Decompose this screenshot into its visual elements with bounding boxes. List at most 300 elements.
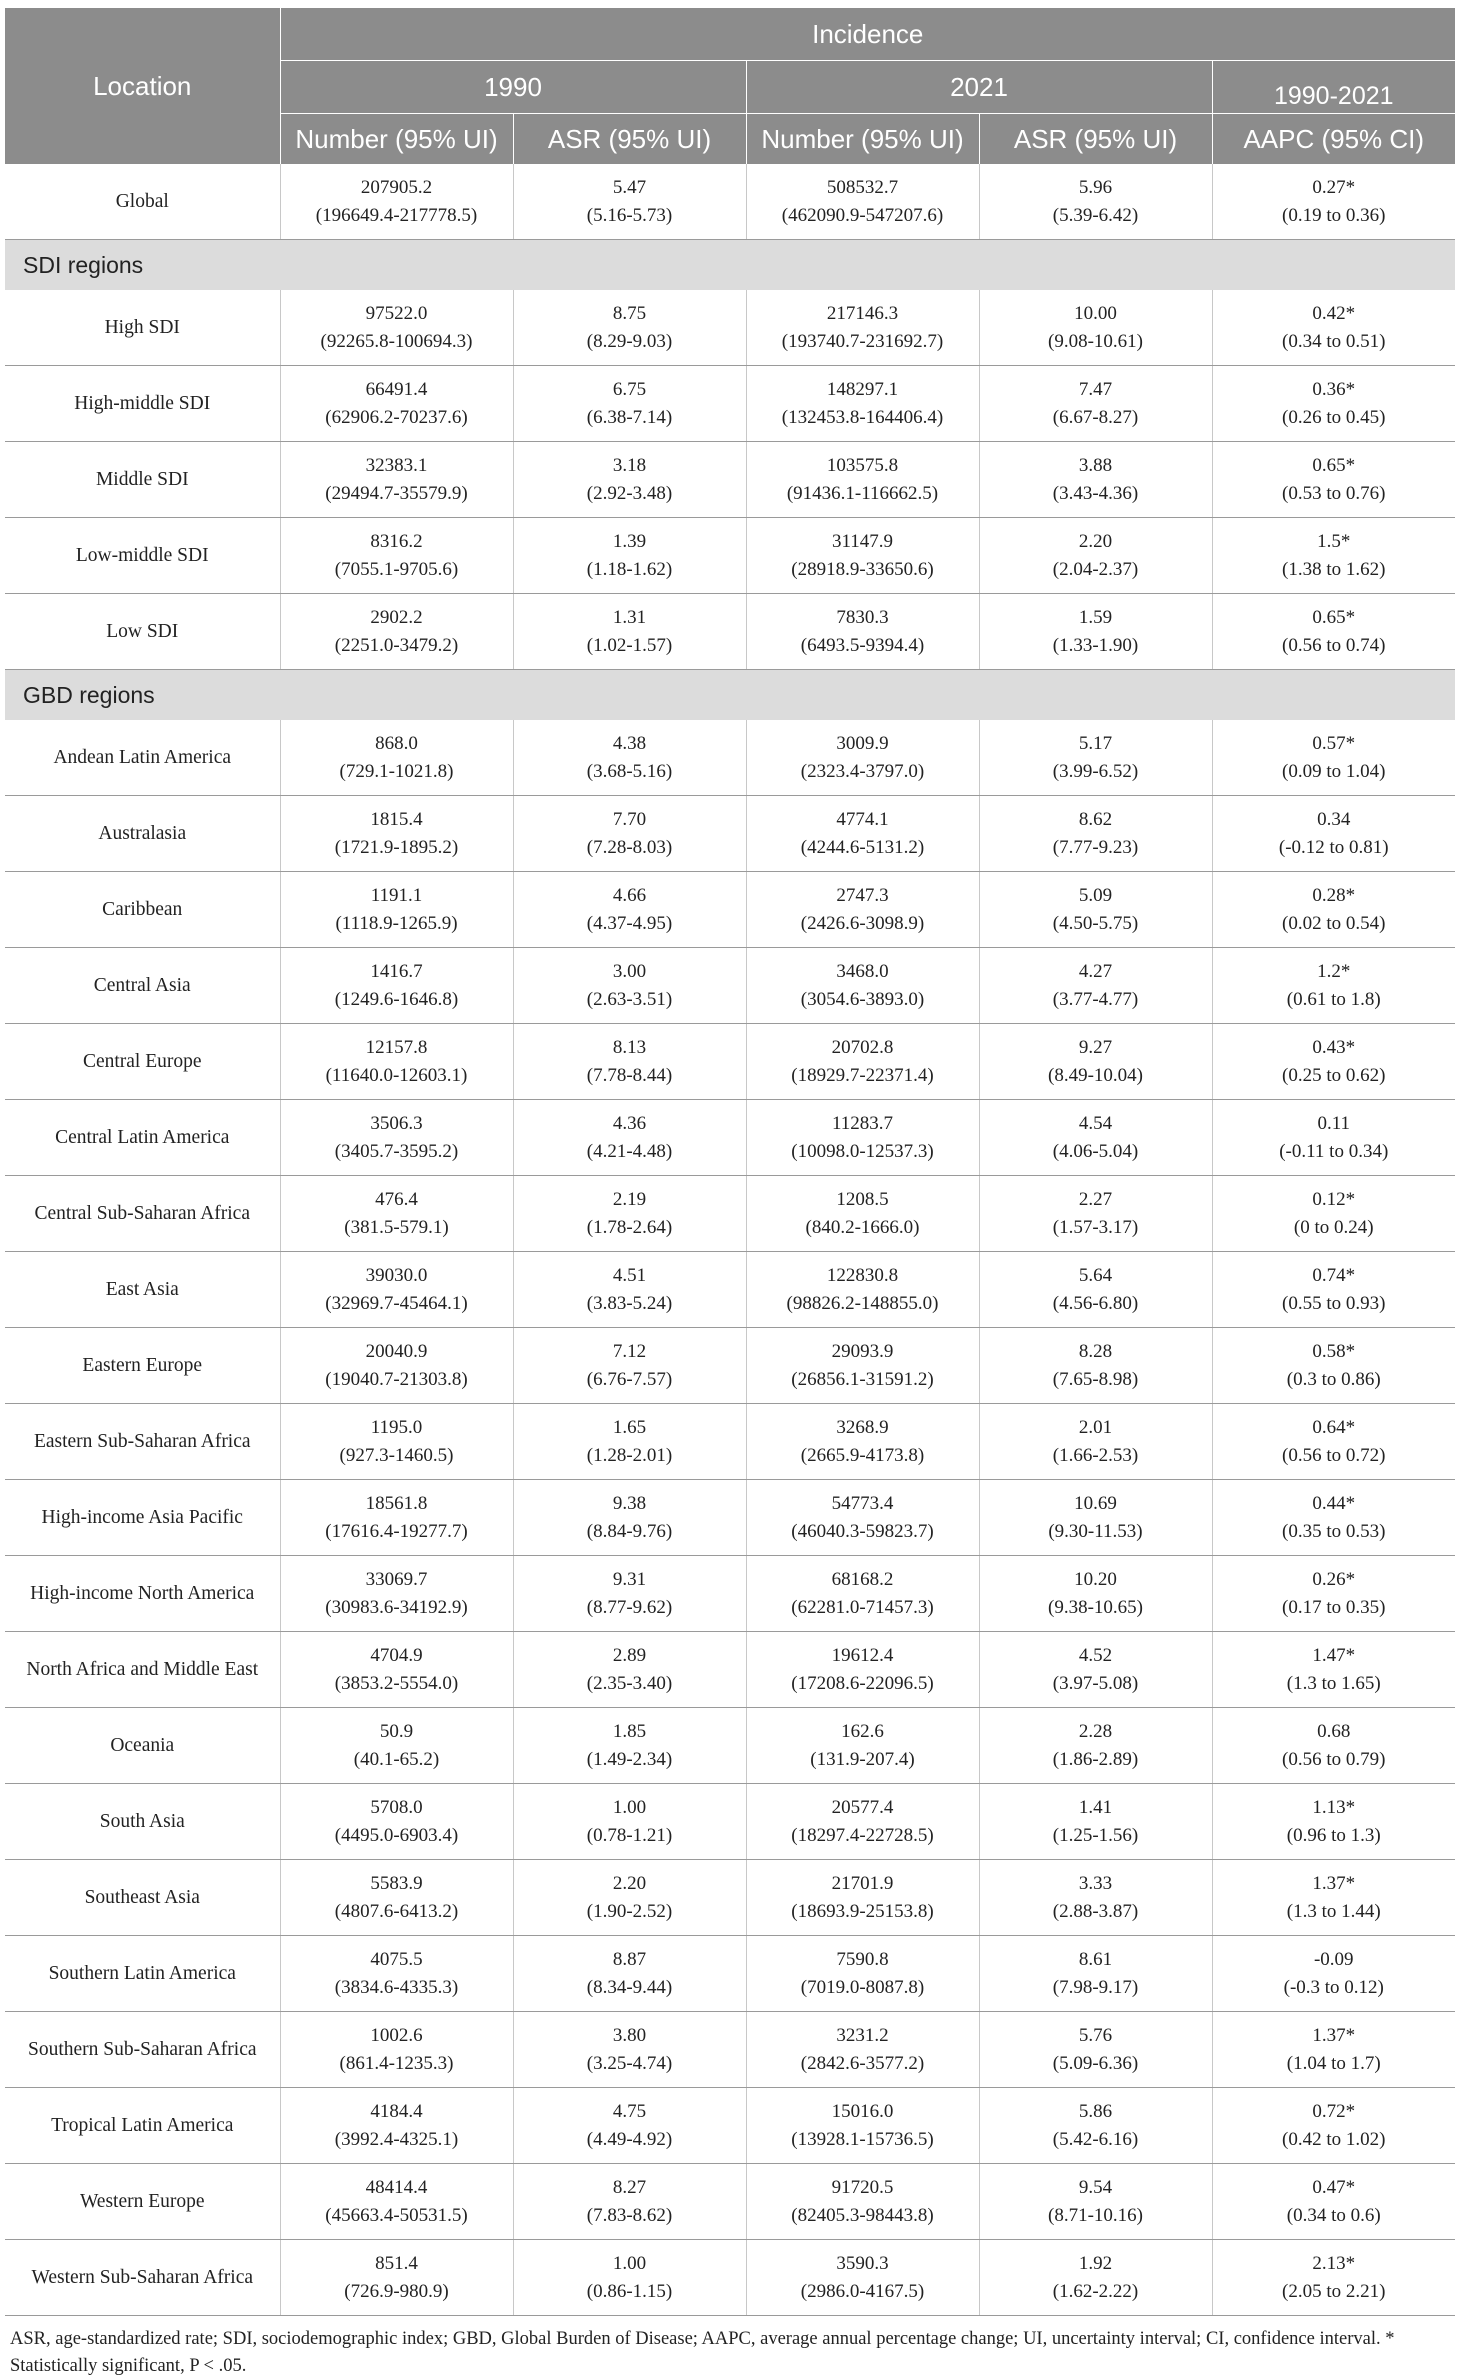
cell-interval: (17616.4-19277.7) bbox=[325, 1520, 468, 1542]
asr-1990-cell bbox=[513, 2012, 746, 2088]
number-2021-cell bbox=[746, 1784, 979, 1860]
asr-1990-cell bbox=[513, 164, 746, 240]
asr-2021-header: ASR (95% UI) bbox=[979, 114, 1212, 165]
table-row bbox=[5, 1784, 1455, 1860]
aapc-cell bbox=[1212, 1480, 1455, 1556]
cell-value: 2.28 bbox=[1078, 1720, 1113, 1742]
cell-value: 3.80 bbox=[612, 2024, 647, 2046]
table-row bbox=[5, 594, 1455, 670]
number-1990-cell bbox=[280, 1708, 513, 1784]
cell-value: 5583.9 bbox=[370, 1872, 423, 1894]
asr-1990-cell bbox=[513, 948, 746, 1024]
cell-interval: (1.49-2.34) bbox=[586, 1748, 673, 1770]
cell-interval: (2.88-3.87) bbox=[1052, 1900, 1139, 1922]
asr-2021-cell bbox=[979, 796, 1212, 872]
number-1990-cell bbox=[280, 1404, 513, 1480]
table-row bbox=[5, 1936, 1455, 2012]
cell-interval: (-0.11 to 0.34) bbox=[1279, 1140, 1389, 1162]
cell-interval: (0.26 to 0.45) bbox=[1282, 406, 1386, 428]
cell-interval: (729.1-1021.8) bbox=[339, 760, 454, 782]
asr-2021-cell bbox=[979, 594, 1212, 670]
cell-interval: (0.34 to 0.51) bbox=[1282, 330, 1386, 352]
cell-value: 0.65* bbox=[1312, 454, 1356, 476]
number-1990-cell bbox=[280, 1480, 513, 1556]
cell-value: 10.20 bbox=[1074, 1568, 1117, 1590]
cell-value: 2.20 bbox=[1078, 530, 1113, 552]
aapc-cell bbox=[1212, 720, 1455, 796]
location-cell: Australasia bbox=[5, 796, 280, 872]
table-row bbox=[5, 872, 1455, 948]
cell-interval: (132453.8-164406.4) bbox=[781, 406, 944, 428]
number-2021-cell bbox=[746, 1252, 979, 1328]
cell-value: 1.37* bbox=[1312, 1872, 1356, 1894]
cell-value: 91720.5 bbox=[831, 2176, 894, 2198]
aapc-cell bbox=[1212, 948, 1455, 1024]
table-row bbox=[5, 720, 1455, 796]
cell-value: 0.57* bbox=[1312, 732, 1356, 754]
number-2021-cell bbox=[746, 290, 979, 366]
cell-interval: (46040.3-59823.7) bbox=[791, 1520, 934, 1542]
asr-1990-cell bbox=[513, 1936, 746, 2012]
cell-value: 4.38 bbox=[612, 732, 647, 754]
location-cell: Global bbox=[5, 164, 280, 240]
cell-interval: (1.66-2.53) bbox=[1052, 1444, 1139, 1466]
table-row bbox=[5, 290, 1455, 366]
cell-value: 0.11 bbox=[1317, 1112, 1351, 1134]
number-2021-cell bbox=[746, 518, 979, 594]
number-1990-cell bbox=[280, 1252, 513, 1328]
cell-value: 32383.1 bbox=[365, 454, 428, 476]
asr-1990-cell bbox=[513, 1176, 746, 1252]
cell-interval: (4.21-4.48) bbox=[586, 1140, 673, 1162]
asr-1990-cell bbox=[513, 1404, 746, 1480]
cell-value: 1.47* bbox=[1312, 1644, 1356, 1666]
cell-value: 0.74* bbox=[1312, 1264, 1356, 1286]
table-row bbox=[5, 796, 1455, 872]
asr-2021-cell bbox=[979, 2240, 1212, 2316]
asr-2021-cell bbox=[979, 1708, 1212, 1784]
asr-2021-cell bbox=[979, 1556, 1212, 1632]
asr-1990-cell bbox=[513, 366, 746, 442]
cell-interval: (1.78-2.64) bbox=[586, 1216, 673, 1238]
asr-1990-cell bbox=[513, 1328, 746, 1404]
cell-interval: (17208.6-22096.5) bbox=[791, 1672, 934, 1694]
asr-2021-cell bbox=[979, 948, 1212, 1024]
cell-interval: (0.3 to 0.86) bbox=[1286, 1368, 1381, 1390]
cell-interval: (5.42-6.16) bbox=[1052, 2128, 1139, 2150]
cell-interval: (2323.4-3797.0) bbox=[800, 760, 925, 782]
cell-interval: (7055.1-9705.6) bbox=[334, 558, 459, 580]
cell-interval: (381.5-579.1) bbox=[344, 1216, 449, 1238]
cell-value: 1.37* bbox=[1312, 2024, 1356, 2046]
cell-interval: (2842.6-3577.2) bbox=[800, 2052, 925, 2074]
aapc-cell bbox=[1212, 442, 1455, 518]
cell-interval: (1118.9-1265.9) bbox=[335, 912, 458, 934]
cell-interval: (26856.1-31591.2) bbox=[791, 1368, 934, 1390]
cell-value: 1.65 bbox=[612, 1416, 647, 1438]
cell-value: 3.33 bbox=[1078, 1872, 1113, 1894]
cell-interval: (1.86-2.89) bbox=[1052, 1748, 1139, 1770]
cell-value: 0.28* bbox=[1312, 884, 1356, 906]
asr-1990-cell bbox=[513, 1708, 746, 1784]
number-2021-cell bbox=[746, 366, 979, 442]
aapc-cell bbox=[1212, 2164, 1455, 2240]
cell-interval: (-0.3 to 0.12) bbox=[1283, 1976, 1384, 1998]
aapc-cell bbox=[1212, 1176, 1455, 1252]
asr-1990-cell bbox=[513, 1024, 746, 1100]
cell-value: 2747.3 bbox=[836, 884, 889, 906]
cell-interval: (40.1-65.2) bbox=[353, 1748, 440, 1770]
aapc-cell bbox=[1212, 1936, 1455, 2012]
number-1990-cell bbox=[280, 366, 513, 442]
table-row bbox=[5, 1860, 1455, 1936]
cell-interval: (18297.4-22728.5) bbox=[791, 1824, 934, 1846]
table-row bbox=[5, 518, 1455, 594]
cell-value: 1002.6 bbox=[370, 2024, 423, 2046]
cell-interval: (13928.1-15736.5) bbox=[791, 2128, 934, 2150]
incidence-table-container bbox=[5, 0, 1455, 2380]
asr-2021-cell bbox=[979, 1252, 1212, 1328]
cell-interval: (0.25 to 0.62) bbox=[1282, 1064, 1386, 1086]
cell-value: 4774.1 bbox=[836, 808, 889, 830]
asr-2021-cell bbox=[979, 290, 1212, 366]
aapc-cell bbox=[1212, 2012, 1455, 2088]
number-1990-cell bbox=[280, 1024, 513, 1100]
cell-interval: (7.98-9.17) bbox=[1052, 1976, 1139, 1998]
cell-value: 1191.1 bbox=[370, 884, 423, 906]
number-1990-cell bbox=[280, 720, 513, 796]
number-2021-cell bbox=[746, 1708, 979, 1784]
cell-value: 20040.9 bbox=[365, 1340, 428, 1362]
cell-value: 5708.0 bbox=[370, 1796, 423, 1818]
aapc-cell bbox=[1212, 2240, 1455, 2316]
cell-interval: (29494.7-35579.9) bbox=[325, 482, 468, 504]
location-cell: Western Europe bbox=[5, 2164, 280, 2240]
aapc-header: AAPC (95% CI) bbox=[1212, 114, 1455, 165]
incidence-header: Incidence bbox=[280, 8, 1455, 61]
cell-value: 7.70 bbox=[612, 808, 647, 830]
location-cell: Middle SDI bbox=[5, 442, 280, 518]
cell-value: 122830.8 bbox=[826, 1264, 899, 1286]
asr-2021-cell bbox=[979, 2164, 1212, 2240]
cell-interval: (18929.7-22371.4) bbox=[791, 1064, 934, 1086]
cell-interval: (4807.6-6413.2) bbox=[334, 1900, 459, 1922]
cell-interval: (2.92-3.48) bbox=[586, 482, 673, 504]
cell-interval: (1.28-2.01) bbox=[586, 1444, 673, 1466]
cell-value: 4.27 bbox=[1078, 960, 1113, 982]
cell-interval: (82405.3-98443.8) bbox=[791, 2204, 934, 2226]
cell-value: 4.51 bbox=[612, 1264, 647, 1286]
asr-1990-cell bbox=[513, 1784, 746, 1860]
asr-1990-cell bbox=[513, 290, 746, 366]
location-cell: High-income North America bbox=[5, 1556, 280, 1632]
location-cell: Central Europe bbox=[5, 1024, 280, 1100]
cell-interval: (19040.7-21303.8) bbox=[325, 1368, 468, 1390]
asr-2021-cell bbox=[979, 1784, 1212, 1860]
cell-value: 1416.7 bbox=[370, 960, 423, 982]
cell-interval: (3.97-5.08) bbox=[1052, 1672, 1139, 1694]
aapc-cell bbox=[1212, 164, 1455, 240]
number-2021-cell bbox=[746, 1632, 979, 1708]
cell-interval: (62906.2-70237.6) bbox=[325, 406, 468, 428]
cell-value: 0.42* bbox=[1312, 302, 1356, 324]
number-2021-cell bbox=[746, 720, 979, 796]
cell-interval: (2665.9-4173.8) bbox=[800, 1444, 925, 1466]
cell-interval: (0.35 to 0.53) bbox=[1282, 1520, 1386, 1542]
number-2021-cell bbox=[746, 164, 979, 240]
cell-value: 4.54 bbox=[1078, 1112, 1113, 1134]
aapc-cell bbox=[1212, 872, 1455, 948]
aapc-cell bbox=[1212, 518, 1455, 594]
cell-interval: (193740.7-231692.7) bbox=[781, 330, 944, 352]
cell-value: 1.00 bbox=[612, 1796, 647, 1818]
number-1990-cell bbox=[280, 948, 513, 1024]
cell-interval: (6.38-7.14) bbox=[586, 406, 673, 428]
cell-interval: (196649.4-217778.5) bbox=[315, 204, 478, 226]
cell-interval: (8.29-9.03) bbox=[586, 330, 673, 352]
aapc-cell bbox=[1212, 1556, 1455, 1632]
aapc-cell bbox=[1212, 1328, 1455, 1404]
cell-value: 3.88 bbox=[1078, 454, 1113, 476]
number-1990-cell bbox=[280, 442, 513, 518]
table-row bbox=[5, 1480, 1455, 1556]
number-2021-cell bbox=[746, 1176, 979, 1252]
location-cell: Oceania bbox=[5, 1708, 280, 1784]
table-row bbox=[5, 1328, 1455, 1404]
number-1990-cell bbox=[280, 2012, 513, 2088]
cell-interval: (1.3 to 1.44) bbox=[1286, 1900, 1381, 1922]
cell-value: 4.75 bbox=[612, 2100, 647, 2122]
cell-value: 3.18 bbox=[612, 454, 647, 476]
cell-value: 0.34 bbox=[1317, 808, 1351, 830]
table-row bbox=[5, 1100, 1455, 1176]
number-2021-cell bbox=[746, 872, 979, 948]
cell-interval: (0.42 to 1.02) bbox=[1282, 2128, 1386, 2150]
cell-interval: (927.3-1460.5) bbox=[339, 1444, 454, 1466]
year-1990-header: 1990 bbox=[280, 61, 746, 114]
location-column-header: Location bbox=[5, 8, 280, 164]
number-2021-cell bbox=[746, 1480, 979, 1556]
number-2021-cell bbox=[746, 1936, 979, 2012]
cell-interval: (2.35-3.40) bbox=[586, 1672, 673, 1694]
location-cell: Low-middle SDI bbox=[5, 518, 280, 594]
number-1990-cell bbox=[280, 2164, 513, 2240]
cell-value: 4704.9 bbox=[370, 1644, 423, 1666]
table-row bbox=[5, 1252, 1455, 1328]
number-1990-cell bbox=[280, 1860, 513, 1936]
number-1990-cell bbox=[280, 1176, 513, 1252]
cell-interval: (0.78-1.21) bbox=[586, 1824, 673, 1846]
cell-interval: (131.9-207.4) bbox=[810, 1748, 915, 1770]
location-cell: East Asia bbox=[5, 1252, 280, 1328]
asr-1990-cell bbox=[513, 796, 746, 872]
cell-interval: (3.43-4.36) bbox=[1052, 482, 1139, 504]
cell-value: 0.58* bbox=[1312, 1340, 1356, 1362]
cell-value: 3506.3 bbox=[370, 1112, 423, 1134]
cell-value: 2.20 bbox=[612, 1872, 647, 1894]
asr-1990-cell bbox=[513, 1632, 746, 1708]
cell-value: 20577.4 bbox=[831, 1796, 894, 1818]
location-cell: Central Latin America bbox=[5, 1100, 280, 1176]
aapc-cell bbox=[1212, 1860, 1455, 1936]
cell-interval: (8.71-10.16) bbox=[1048, 2204, 1143, 2226]
cell-value: 5.47 bbox=[612, 176, 647, 198]
cell-value: 1195.0 bbox=[370, 1416, 423, 1438]
number-1990-cell bbox=[280, 1632, 513, 1708]
cell-interval: (7.78-8.44) bbox=[586, 1064, 673, 1086]
location-cell: Western Sub-Saharan Africa bbox=[5, 2240, 280, 2316]
cell-value: 8.61 bbox=[1078, 1948, 1113, 1970]
asr-1990-cell bbox=[513, 1556, 746, 1632]
table-row bbox=[5, 442, 1455, 518]
cell-interval: (5.16-5.73) bbox=[586, 204, 673, 226]
cell-interval: (7.83-8.62) bbox=[586, 2204, 673, 2226]
cell-value: 3.00 bbox=[612, 960, 647, 982]
cell-value: 5.09 bbox=[1078, 884, 1113, 906]
cell-interval: (3054.6-3893.0) bbox=[800, 988, 925, 1010]
cell-value: 1208.5 bbox=[836, 1188, 889, 1210]
cell-interval: (0.17 to 0.35) bbox=[1282, 1596, 1386, 1618]
table-row bbox=[5, 1024, 1455, 1100]
cell-interval: (1.90-2.52) bbox=[586, 1900, 673, 1922]
cell-interval: (3992.4-4325.1) bbox=[334, 2128, 459, 2150]
cell-value: 1815.4 bbox=[370, 808, 423, 830]
asr-2021-cell bbox=[979, 518, 1212, 594]
cell-interval: (9.38-10.65) bbox=[1048, 1596, 1143, 1618]
location-cell: Eastern Europe bbox=[5, 1328, 280, 1404]
asr-1990-cell bbox=[513, 2240, 746, 2316]
number-1990-cell bbox=[280, 1784, 513, 1860]
cell-interval: (0.56 to 0.79) bbox=[1282, 1748, 1386, 1770]
location-cell: High SDI bbox=[5, 290, 280, 366]
table-row bbox=[5, 1176, 1455, 1252]
cell-interval: (1249.6-1646.8) bbox=[334, 988, 459, 1010]
cell-interval: (0.19 to 0.36) bbox=[1282, 204, 1386, 226]
cell-interval: (2251.0-3479.2) bbox=[334, 634, 459, 656]
asr-1990-cell bbox=[513, 1480, 746, 1556]
cell-value: 4075.5 bbox=[370, 1948, 423, 1970]
asr-2021-cell bbox=[979, 1176, 1212, 1252]
cell-value: 4.36 bbox=[612, 1112, 647, 1134]
cell-interval: (0.96 to 1.3) bbox=[1286, 1824, 1381, 1846]
number-2021-cell bbox=[746, 1328, 979, 1404]
location-cell: Eastern Sub-Saharan Africa bbox=[5, 1404, 280, 1480]
location-cell: North Africa and Middle East bbox=[5, 1632, 280, 1708]
table-body bbox=[5, 164, 1455, 2316]
asr-2021-cell bbox=[979, 1404, 1212, 1480]
cell-interval: (91436.1-116662.5) bbox=[786, 482, 939, 504]
cell-interval: (1.18-1.62) bbox=[586, 558, 673, 580]
asr-2021-cell bbox=[979, 872, 1212, 948]
aapc-cell bbox=[1212, 290, 1455, 366]
cell-value: 29093.9 bbox=[831, 1340, 894, 1362]
number-2021-cell bbox=[746, 442, 979, 518]
number-2021-cell bbox=[746, 1556, 979, 1632]
cell-interval: (4.50-5.75) bbox=[1052, 912, 1139, 934]
location-cell: Southern Sub-Saharan Africa bbox=[5, 2012, 280, 2088]
cell-value: -0.09 bbox=[1313, 1948, 1354, 1970]
cell-value: 33069.7 bbox=[365, 1568, 428, 1590]
cell-value: 1.5* bbox=[1317, 530, 1351, 552]
cell-interval: (8.49-10.04) bbox=[1048, 1064, 1143, 1086]
cell-value: 3468.0 bbox=[836, 960, 889, 982]
asr-2021-cell bbox=[979, 2088, 1212, 2164]
number-1990-cell bbox=[280, 594, 513, 670]
period-header: 1990-2021 bbox=[1212, 61, 1455, 114]
cell-value: 12157.8 bbox=[365, 1036, 428, 1058]
cell-interval: (3834.6-4335.3) bbox=[334, 1976, 459, 1998]
cell-interval: (8.34-9.44) bbox=[586, 1976, 673, 1998]
number-2021-header: Number (95% UI) bbox=[746, 114, 979, 165]
location-cell: Southeast Asia bbox=[5, 1860, 280, 1936]
number-1990-cell bbox=[280, 290, 513, 366]
asr-2021-cell bbox=[979, 1480, 1212, 1556]
number-1990-header: Number (95% UI) bbox=[280, 114, 513, 165]
cell-value: 20702.8 bbox=[831, 1036, 894, 1058]
cell-interval: (45663.4-50531.5) bbox=[325, 2204, 468, 2226]
cell-interval: (0.34 to 0.6) bbox=[1286, 2204, 1381, 2226]
cell-value: 0.65* bbox=[1312, 606, 1356, 628]
cell-interval: (6.67-8.27) bbox=[1052, 406, 1139, 428]
cell-interval: (0 to 0.24) bbox=[1293, 1216, 1374, 1238]
asr-1990-cell bbox=[513, 2164, 746, 2240]
cell-interval: (4.37-4.95) bbox=[586, 912, 673, 934]
cell-value: 7.12 bbox=[612, 1340, 647, 1362]
cell-interval: (9.08-10.61) bbox=[1048, 330, 1143, 352]
cell-value: 31147.9 bbox=[831, 530, 894, 552]
table-row bbox=[5, 948, 1455, 1024]
number-1990-cell bbox=[280, 518, 513, 594]
cell-value: 5.64 bbox=[1078, 1264, 1113, 1286]
asr-1990-cell bbox=[513, 518, 746, 594]
number-2021-cell bbox=[746, 948, 979, 1024]
cell-interval: (62281.0-71457.3) bbox=[791, 1596, 934, 1618]
cell-interval: (10098.0-12537.3) bbox=[791, 1140, 934, 1162]
aapc-cell bbox=[1212, 1024, 1455, 1100]
cell-value: 207905.2 bbox=[360, 176, 433, 198]
cell-value: 1.39 bbox=[612, 530, 647, 552]
cell-interval: (32969.7-45464.1) bbox=[325, 1292, 468, 1314]
cell-interval: (861.4-1235.3) bbox=[339, 2052, 454, 2074]
cell-value: 9.27 bbox=[1078, 1036, 1113, 1058]
cell-value: 0.43* bbox=[1312, 1036, 1356, 1058]
number-2021-cell bbox=[746, 1404, 979, 1480]
cell-value: 1.00 bbox=[612, 2252, 647, 2274]
cell-value: 19612.4 bbox=[831, 1644, 894, 1666]
cell-value: 217146.3 bbox=[826, 302, 899, 324]
cell-value: 3009.9 bbox=[836, 732, 889, 754]
aapc-cell bbox=[1212, 594, 1455, 670]
aapc-cell bbox=[1212, 366, 1455, 442]
cell-value: 4.66 bbox=[612, 884, 647, 906]
number-1990-cell bbox=[280, 1100, 513, 1176]
number-2021-cell bbox=[746, 1100, 979, 1176]
asr-2021-cell bbox=[979, 720, 1212, 796]
cell-interval: (0.53 to 0.76) bbox=[1282, 482, 1386, 504]
location-cell: Central Asia bbox=[5, 948, 280, 1024]
number-2021-cell bbox=[746, 2088, 979, 2164]
number-2021-cell bbox=[746, 2164, 979, 2240]
aapc-cell bbox=[1212, 1784, 1455, 1860]
section-header-row bbox=[5, 240, 1455, 291]
cell-interval: (2426.6-3098.9) bbox=[800, 912, 925, 934]
cell-value: 9.31 bbox=[612, 1568, 647, 1590]
cell-value: 2.19 bbox=[612, 1188, 647, 1210]
asr-2021-cell bbox=[979, 164, 1212, 240]
cell-interval: (1721.9-1895.2) bbox=[334, 836, 459, 858]
cell-value: 18561.8 bbox=[365, 1492, 428, 1514]
cell-value: 1.85 bbox=[612, 1720, 647, 1742]
